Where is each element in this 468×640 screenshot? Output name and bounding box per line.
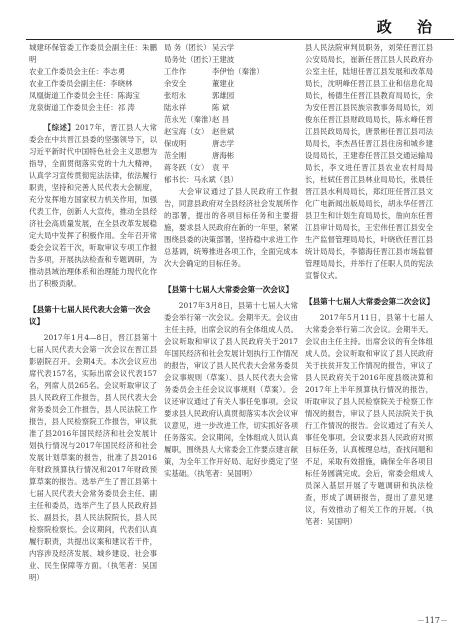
staff-name: 唐海彬 xyxy=(212,151,235,160)
appointment-line: 城建环保管委工作委员会副主任：朱鹏明 xyxy=(29,43,157,64)
staff-name: 郭雄园 xyxy=(212,91,235,100)
staff-name: 董建业 xyxy=(212,79,235,88)
staff-row xyxy=(164,78,298,90)
staff-name: 赵世斌 xyxy=(212,127,235,136)
section-heading: 【县第十七届人民代表大会第一次会议】 xyxy=(29,305,151,326)
appointment-line: 农业工作委员会主任：李志勇 xyxy=(29,67,126,76)
appointment-line: 凤凰街道工作委员会主任：陈海宝 xyxy=(29,91,140,100)
staff-row xyxy=(164,90,298,102)
staff-row xyxy=(164,126,298,138)
staff-name: 唐志学 xyxy=(212,139,235,148)
column-2 xyxy=(164,42,298,480)
resolution-paragraph: 大会审议通过了县人民政府工作报告，同意县政府对全县经济社会发展所作的部署，提出的各项目标任务和主要措施，要求县人民政府在新的一年里，紧紧围绕县委的决策部署，坚持稳中求进工作总基调，统筹推进各项工作，全面完成本次大会确定的目标任务。 xyxy=(164,187,298,268)
staff-row xyxy=(164,174,298,186)
staff-role: 局务处（团长） xyxy=(164,55,216,64)
appointments-paragraph: 县人民法院审判员职务，刘荣任晋江县公安局局长，崔新任晋江县人民政府办公室主任，陆旭任晋江县发展和改革局局长，沈明峰任晋江县工业和信息化局局长，杨德生任晋江县教育局局长，余为安任晋江县民族宗教事务局局长，刘俊东任晋江县财政局局长，陈永峰任晋江县民政局局长，唐景彬任晋江县司法局局长，李杰昌任晋江县住房和城乡建设局局长，王建春任晋江县交通运输局局长，李文进任晋江县农业农村局局长，杜轼任晋江县林业局局长，张晨任晋江县水利局局长，郑红旺任晋江县文化广电新闻出版局局长，胡永华任晋江县卫生和计划生育局局长，詹向东任晋江县审计局局长，王宏伟任晋江县安全生产监督管理局局长，叶晓欣任晋江县统计局局长，李德海任晋江县市场监督管理局局长，并举行了任职人员的宪法宣誓仪式。 xyxy=(305,43,433,280)
appointment-line: 农业工作委员会副主任：李晓林 xyxy=(29,79,133,88)
staff-row xyxy=(164,150,298,162)
header-rule xyxy=(26,39,454,40)
staff-row xyxy=(164,42,298,54)
staff-name: 袁 平 xyxy=(212,163,230,172)
staff-role: 范全刚 xyxy=(164,151,187,160)
staff-role: 张绍永 xyxy=(164,91,187,100)
column-1 xyxy=(29,42,157,584)
overview-text: 2017年，晋江县人大常委会在中共晋江县委的坚强领导下，以习近平新时代中国特色社会主义思想为指导，全面贯彻落实党的十九大精神，认真学习宣传贯彻宪法法律，依法履行职责，坚持和完善人民代表大会制度，充分发挥地方国家权力机关作用，加强代表工作，创新人大宣传，推动全县经济社会高质量发展，在全县改革发展稳定大局中发挥了积极作用。全年召开常委会会议若干次，听取审议专项工作报告多项，开展执法检查和专题调研，为推动县域治理体系和治理能力现代化作出了积极贡献。 xyxy=(29,123,157,288)
page-number: －117－ xyxy=(416,616,448,625)
staff-role: 陆永祥 xyxy=(164,103,187,112)
page-title: 政 治 xyxy=(376,18,442,36)
section-body: 2017年1月4—8日，晋江县第十七届人民代表大会第一次会议在晋江县影剧院召开。会期4天。本次会议应出席代表157名，实际出席会议代表157名，列席人员265名。会议听取审议了县人民政府工作报告，县人民代表大会常务委员会工作报告，县人民法院工作报告，县人民检察院工作报告，审议批准了县2016年国民经济和社会发展计划执行情况与2017年国民经济和社会发展计划草案的报告，批准了县2016年财政预算执行情况和2017年财政预算草案的报告。选举产生了晋江县第十七届人民代表大会常务委员会主任、副主任和委员，选举产生了县人民政府县长、副县长，县人民法院院长，县人民检察院检察长。会议期间，代表们认真履行职责，共提出议案和建议若干件，内容涉及经济发展、城乡建设、社会事业、民生保障等方面。（执笔者：吴国明） xyxy=(29,333,157,582)
staff-role: 局 务（团长） xyxy=(164,43,211,52)
staff-role: 工作作 xyxy=(164,67,187,76)
section-heading: 【县第十七届人大常委会第二次会议】 xyxy=(305,297,435,306)
staff-row xyxy=(164,114,298,126)
overview-paragraph xyxy=(29,122,157,290)
section-heading: 【县第十七届人大常委会第一次会议】 xyxy=(164,285,294,294)
staff-role: 赵宝海（女） xyxy=(164,127,209,136)
appointment-line: 龙泉街道工作委员会主任：祁 涛 xyxy=(29,103,135,112)
staff-name: 吴云学 xyxy=(212,43,235,52)
section-body: 2017年3月8日，县第十七届人大常委会举行第一次会议。会期半天。会议由主任主持，出席会议的有全体组成人员。会议听取和审议了县人民政府关于2017年国民经济和社会发展计划执行工作情况的报告，审议了县人民代表大会常务委员会议事规则（草案）、县人民代表大会常务委员会主任会议议事规则（草案）。会议还审议通过了有关人事任免事项。会议要求县人民政府认真贯彻落实本次会议审议意见，进一步改进工作，切实抓好各项任务落实。会议期间，全体组成人员认真履职，围绕县人大常委会工作要点建言献策，为全年工作开好局、起好步奠定了坚实基础。（执笔者：吴国明） xyxy=(164,301,298,478)
staff-name: 陈 斌 xyxy=(212,103,230,112)
staff-name xyxy=(238,174,268,186)
staff-row xyxy=(164,66,298,78)
staff-row xyxy=(164,138,298,150)
staff-row xyxy=(164,54,298,66)
staff-role: 范永光（秦淮） xyxy=(164,115,216,124)
staff-row xyxy=(164,162,298,174)
staff-role: 郁书长：马永斌（县） xyxy=(164,175,238,184)
staff-role: 蒋冬跃（女） xyxy=(164,163,209,172)
column-3 xyxy=(305,42,433,528)
staff-name: 赵 昌 xyxy=(212,115,230,124)
overview-lead: 【综述】 xyxy=(43,123,76,132)
staff-row xyxy=(164,102,298,114)
staff-name: 李伊怡（秦淮） xyxy=(212,67,264,76)
section-body: 2017年5月11日，县第十七届人大常委会举行第二次会议。会期半天。会议由主任主持。出席会议的有全体组成人员。会议听取和审议了县人民政府关于扶贫开发工作情况的报告，审议了县人民政府关于2016年度县级决算和2017年上半年预算执行情况的报告，听取审议了县人民检察院关于检察工作情况的报告，审议了县人民法院关于执行工作情况的报告。会议通过了有关人事任免事项。会议要求县人民政府对照目标任务，认真梳理总结，查找问题和不足，采取有效措施，确保全年各项目标任务圆满完成。会后，常委会组成人员深入基层开展了专题调研和执法检查，形成了调研报告，提出了意见建议，有效推动了相关工作的开展。（执笔者：吴国明） xyxy=(305,313,433,526)
staff-role: 保成明 xyxy=(164,139,187,148)
staff-role: 余安全 xyxy=(164,79,187,88)
staff-name: 王建波 xyxy=(212,55,235,64)
